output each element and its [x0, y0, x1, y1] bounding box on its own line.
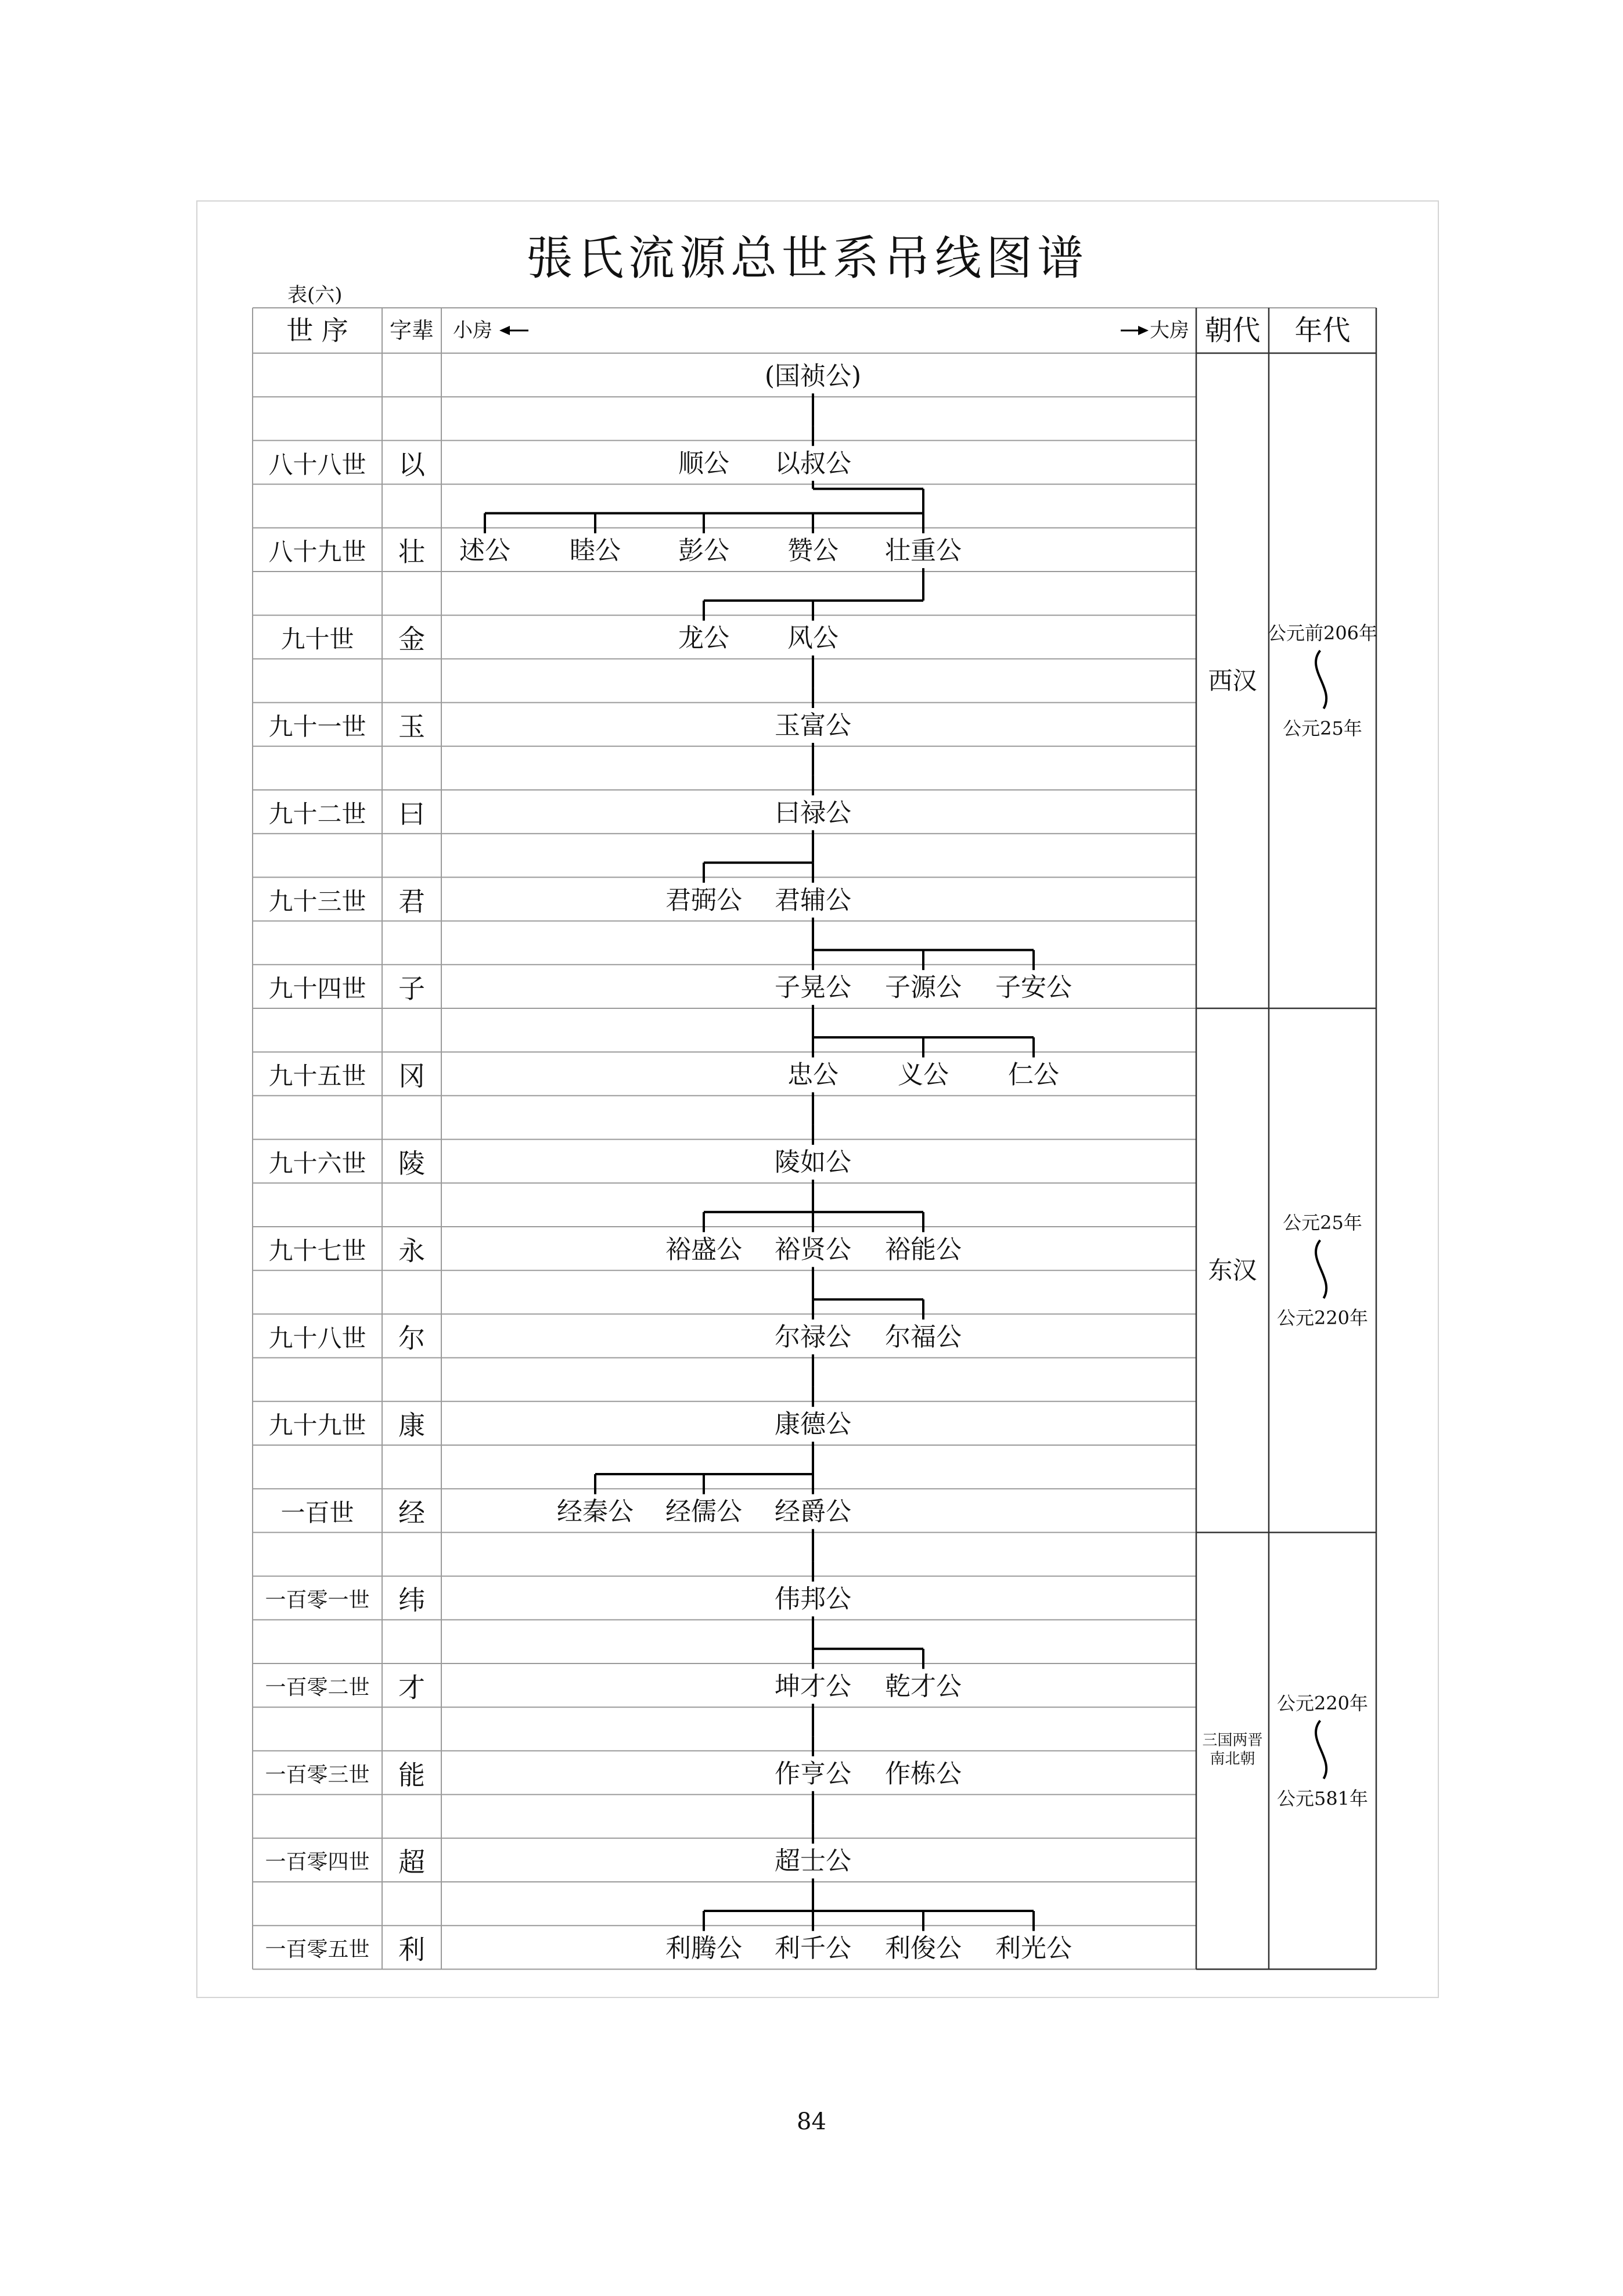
- generation-label: 九十七世: [268, 1236, 366, 1265]
- zibei-char: 金: [398, 623, 425, 655]
- arrow-left-icon: [499, 326, 510, 335]
- generation-label: 一百零一世: [265, 1588, 370, 1612]
- era-end: 公元220年: [1276, 1307, 1369, 1330]
- dynasty-name: 西汉: [1208, 666, 1257, 695]
- zibei-char: 曰: [398, 798, 425, 830]
- generation-label: 九十二世: [268, 799, 366, 828]
- generation-label: 九十一世: [268, 712, 366, 741]
- zibei-char: 尔: [398, 1322, 425, 1354]
- header-era: 年代: [1294, 314, 1351, 347]
- arrow-right-icon: [1138, 326, 1149, 335]
- zibei-char: 永: [398, 1235, 425, 1267]
- ancestor-name: 顺公: [678, 448, 729, 479]
- zibei-char: 能: [398, 1759, 425, 1791]
- generation-label: 一百零三世: [265, 1763, 370, 1787]
- ancestor-name: 君弼公: [665, 885, 742, 915]
- ancestor-name: 彭公: [678, 536, 729, 566]
- dynasty-name: 三国两晋: [1202, 1731, 1263, 1749]
- era-range-tilde: [1316, 1720, 1326, 1778]
- ancestor-name: 超士公: [775, 1846, 851, 1876]
- zibei-char: 才: [398, 1672, 425, 1704]
- ancestor-name: 作亨公: [775, 1759, 851, 1789]
- page-title: 張氏流源总世系吊线图谱: [526, 231, 1088, 285]
- zibei-char: 玉: [398, 710, 425, 742]
- ancestor-name: 康德公: [775, 1409, 851, 1439]
- generation-label: 九十五世: [268, 1062, 366, 1091]
- ancestor-name: 子源公: [885, 972, 962, 1003]
- zibei-char: 康: [398, 1410, 425, 1442]
- ancestor-name: 乾才公: [885, 1671, 962, 1701]
- zibei-char: 经: [398, 1497, 425, 1529]
- ancestor-name: 龙公: [678, 623, 729, 653]
- ancestor-name: 以叔公: [775, 448, 851, 479]
- ancestor-name: 玉富公: [775, 710, 851, 741]
- ancestor-name: 壮重公: [885, 536, 962, 566]
- generation-label: 一百零四世: [265, 1850, 370, 1874]
- ancestor-name: 裕能公: [885, 1234, 962, 1264]
- zibei-char: 纬: [398, 1584, 425, 1616]
- ancestor-name: 裕盛公: [665, 1234, 742, 1264]
- ancestor-name: 睦公: [570, 536, 621, 566]
- ancestor-name: 义公: [898, 1060, 949, 1090]
- era-end: 公元581年: [1276, 1787, 1369, 1810]
- ancestor-name: 尔禄公: [775, 1322, 851, 1352]
- ancestor-name: 利千公: [775, 1934, 851, 1964]
- zibei-char: 陵: [398, 1147, 425, 1179]
- generation-label: 九十三世: [268, 887, 366, 916]
- era-range-tilde: [1316, 651, 1326, 709]
- ancestor-name: 陵如公: [775, 1147, 851, 1177]
- header-small-branch: 小房: [453, 319, 492, 342]
- ancestor-name: 风公: [787, 623, 839, 653]
- dynasty-name: 南北朝: [1210, 1750, 1255, 1768]
- ancestor-name: 利光公: [995, 1934, 1072, 1964]
- ancestor-name: 忠公: [787, 1060, 839, 1090]
- ancestor-name: 经秦公: [557, 1497, 634, 1527]
- header-zibei: 字辈: [389, 318, 434, 343]
- ancestor-name: 利腾公: [665, 1934, 742, 1964]
- generation-label: 九十八世: [268, 1324, 366, 1353]
- ancestor-name: 子晃公: [775, 972, 851, 1003]
- ancestor-name: (国祯公): [764, 361, 862, 391]
- table-number: 表(六): [287, 283, 343, 307]
- ancestor-name: 赞公: [787, 536, 839, 566]
- dynasty-name: 东汉: [1208, 1256, 1257, 1285]
- era-start: 公元25年: [1283, 1212, 1362, 1234]
- header-generation: 世 序: [286, 315, 348, 346]
- ancestor-name: 子安公: [995, 972, 1072, 1003]
- ancestor-name: 伟邦公: [775, 1584, 851, 1614]
- generation-label: 九十六世: [268, 1149, 366, 1178]
- zibei-char: 超: [398, 1846, 425, 1878]
- ancestor-name: 利俊公: [885, 1934, 962, 1964]
- ancestor-name: 作栋公: [885, 1759, 962, 1789]
- era-start: 公元前206年: [1267, 622, 1378, 644]
- era-range-tilde: [1316, 1240, 1326, 1298]
- generation-label: 一百世: [280, 1499, 354, 1528]
- ancestor-name: 尔福公: [885, 1322, 962, 1352]
- zibei-char: 以: [398, 448, 425, 480]
- zibei-char: 冈: [398, 1060, 425, 1092]
- era-start: 公元220年: [1276, 1692, 1369, 1715]
- header-dynasty: 朝代: [1204, 314, 1261, 347]
- ancestor-name: 裕贤公: [775, 1234, 851, 1264]
- generation-label: 八十九世: [268, 537, 366, 566]
- ancestor-name: 仁公: [1008, 1060, 1059, 1090]
- zibei-char: 利: [398, 1934, 425, 1966]
- ancestor-name: 述公: [459, 536, 510, 566]
- generation-label: 八十八世: [268, 450, 366, 479]
- generation-label: 一百零二世: [265, 1675, 370, 1699]
- page-number: 84: [797, 2108, 826, 2135]
- ancestor-name: 君辅公: [775, 885, 851, 915]
- generation-label: 九十四世: [268, 974, 366, 1003]
- ancestor-name: 经爵公: [775, 1497, 851, 1527]
- zibei-char: 子: [398, 973, 425, 1005]
- generation-label: 一百零五世: [265, 1938, 370, 1962]
- zibei-char: 君: [398, 885, 425, 917]
- ancestor-name: 坤才公: [775, 1671, 851, 1701]
- era-end: 公元25年: [1283, 717, 1362, 739]
- ancestor-name: 经儒公: [665, 1497, 742, 1527]
- ancestor-name: 曰禄公: [775, 797, 851, 828]
- generation-label: 九十九世: [268, 1411, 366, 1440]
- generation-label: 九十世: [280, 625, 354, 654]
- header-large-branch: 大房: [1150, 319, 1189, 342]
- zibei-char: 壮: [398, 536, 425, 568]
